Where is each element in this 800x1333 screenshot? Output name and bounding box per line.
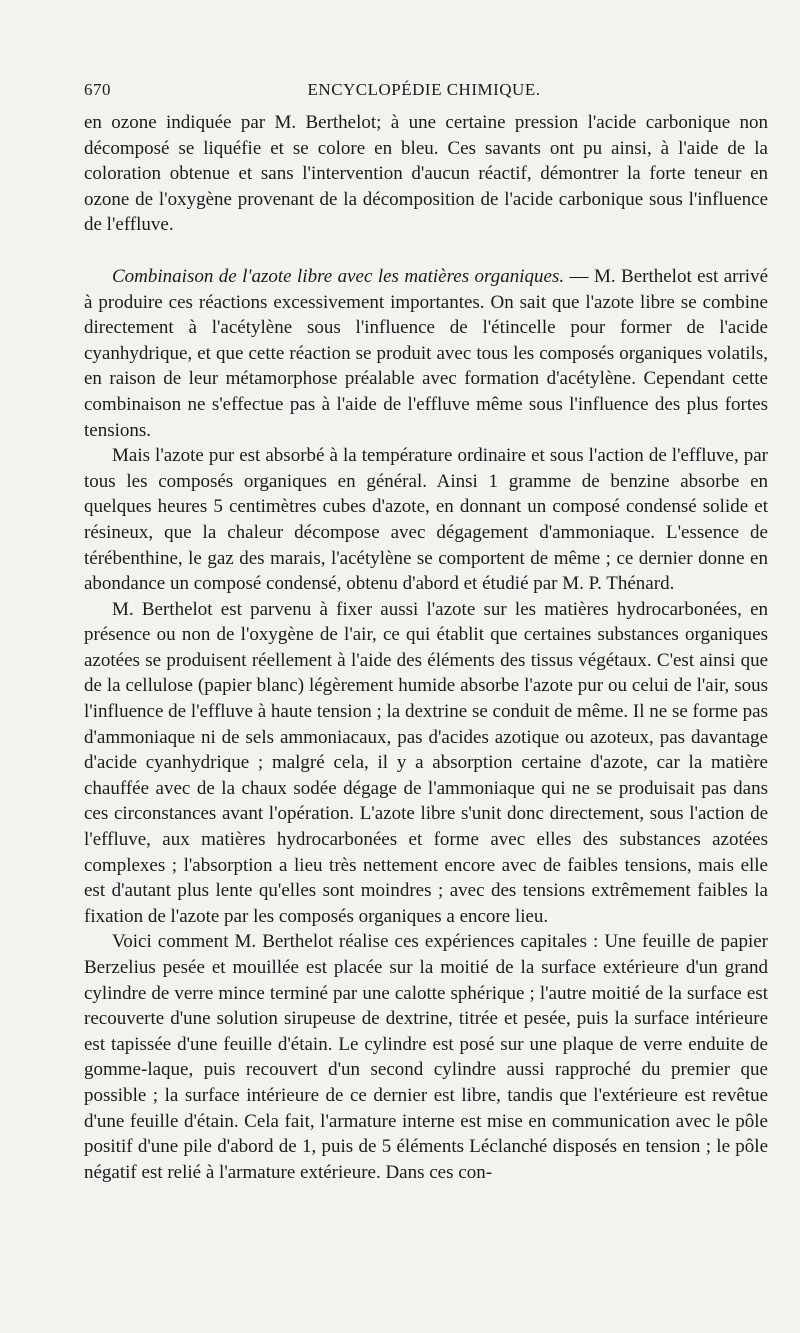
paragraph-5: Voici comment M. Berthelot réalise ces expériences capitales : Une feuille de papier Berzelius pesée et mouillée est placée sur la moitié de la surface extérieure d'un grand cylindre de verre mince terminé par une calotte sphérique ; l'autre moitié de la surface est recouverte d'une solution sirupeuse de dextrine, titrée et pesée, puis la surface intérieure est tapissée d'une feuille d'étain. Le cylindre est posé sur une plaque de verre enduite de gomme-laque, puis recouvert d'un second cylindre aussi rapproché du premier que possible ; la surface intérieure de ce dernier est libre, tandis que l'extérieure est revêtue d'une feuille d'étain. Cela fait, l'armature interne est mise en communication avec le pôle positif d'une pile d'abord de 1, puis de 5 éléments Léclanché disposés en tension ; le pôle négatif est relié à l'armature extérieure. Dans ces con- xyxy=(84,931,768,1183)
paragraph-4: M. Berthelot est parvenu à fixer aussi l'azote sur les matières hydrocarbonées, en présence ou non de l'oxygène de l'air, ce qui établit que certaines substances organiques azotées se produisent réellement à l'aide des éléments des tissus végétaux. C'est ainsi que de la cellulose (papier blanc) légèrement humide absorbe l'azote pur ou celui de l'air, sous l'influence de l'effluve à haute tension ; la dextrine se conduit de même. Il ne se forme pas d'ammoniaque ni de sels ammoniacaux, pas d'acides azotique ou azoteux, pas davantage d'acide cyanhydrique ; malgré cela, il y a absorption certaine d'azote, car la matière chauffée avec de la chaux sodée dégage de l'ammoniaque qui ne se produisait pas dans ces circonstances avant l'opération. L'azote libre s'unit donc directement, sous l'action de l'effluve, aux matières hydrocarbonées et forme avec elles des substances azotées complexes ; l'absorption a lieu très nettement encore avec de faibles tensions, mais elle est d'autant plus lente qu'elles sont moindres ; avec des tensions extrêmement faibles la fixation de l'azote par les composés organiques a encore lieu. xyxy=(84,598,768,927)
section-gap xyxy=(84,238,768,264)
body-text xyxy=(84,110,768,1185)
page-header xyxy=(84,80,764,104)
section-title: Combinaison de l'azote libre avec les matières organiques. xyxy=(112,265,565,287)
paragraph-2-text: — M. Berthelot est arrivé à produire ces réactions excessivement importantes. On sait que l'azote libre se combine directement à l'acétylène sous l'influence de l'étincelle pour former de l'acide cyanhydrique, et que cette réaction se produit avec tous les composés organiques volatils, en raison de leur métamorphose préalable avec formation d'acétylène. Cependant cette combinaison ne s'effectue pas à l'aide de l'effluve même sous l'influence des plus fortes tensions. xyxy=(84,265,768,441)
page-number: 670 xyxy=(84,80,111,99)
running-title: ENCYCLOPÉDIE CHIMIQUE. xyxy=(307,80,541,99)
paragraph-3: Mais l'azote pur est absorbé à la température ordinaire et sous l'action de l'effluve, par tous les composés organiques en général. Ainsi 1 gramme de benzine absorbe en quelques heures 5 centimètres cubes d'azote, en donnant un composé condensé solide et résineux, que la chaleur décompose avec dégagement d'ammoniaque. L'essence de térébenthine, le gaz des marais, l'acétylène se comportent de même ; ce dernier donne en abondance un composé condensé, obtenu d'abord et étudié par M. P. Thénard. xyxy=(84,445,768,595)
paragraph-1: en ozone indiquée par M. Berthelot; à une certaine pression l'acide carbonique non décomposé se liquéfie et se colore en bleu. Ces savants ont pu ainsi, à l'aide de la coloration obtenue et sans l'intervention d'aucun réactif, démontrer la forte teneur en ozone de l'oxygène provenant de la décomposition de l'acide carbonique sous l'influence de l'effluve. xyxy=(84,112,768,236)
paragraph-2 xyxy=(84,264,768,443)
